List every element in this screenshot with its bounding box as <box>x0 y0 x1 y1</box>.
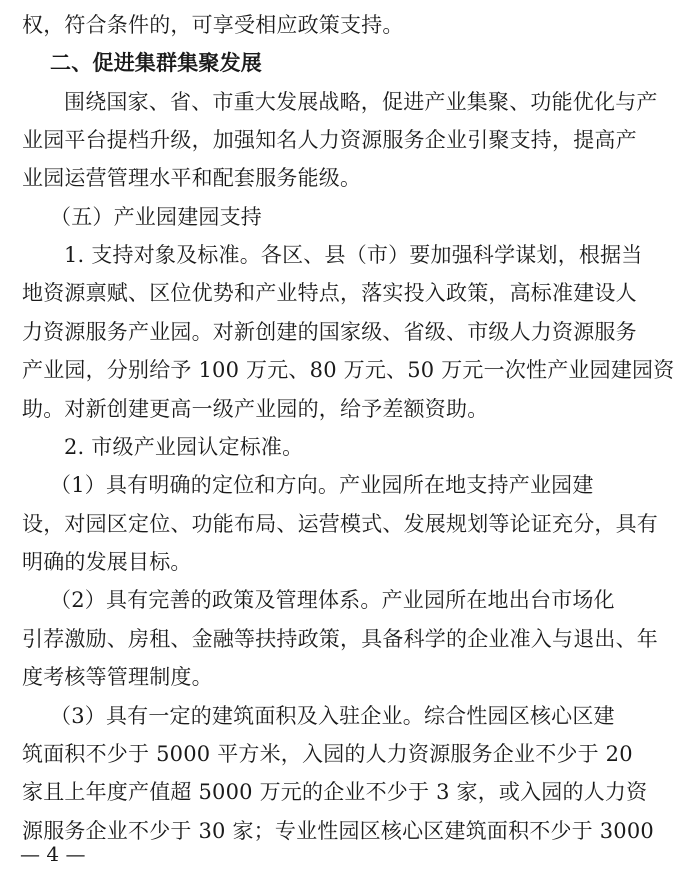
text-line-9: 力资源服务产业园。对新创建的国家级、省级、市级人力资源服务 <box>22 320 637 344</box>
text-line-7: 1. 支持对象及标准。各区、县（市）要加强科学谋划，根据当 <box>64 243 643 267</box>
text-line-4: 业园平台提档升级，加强知名人力资源服务企业引聚支持，提高产 <box>22 128 637 152</box>
text-line-15: 明确的发展目标。 <box>22 550 192 574</box>
text-line-17: 引荐激励、房租、金融等扶持政策，具备科学的企业准入与退出、年 <box>22 627 658 651</box>
text-line-14: 设，对园区定位、功能布局、运营模式、发展规划等论证充分，具有 <box>22 512 658 536</box>
section-heading: 二、促进集群集聚发展 <box>50 51 262 75</box>
text-line-11: 助。对新创建更高一级产业园的，给予差额资助。 <box>22 397 489 421</box>
text-line-1: 权，符合条件的，可享受相应政策支持。 <box>22 13 404 37</box>
text-line-22: 源服务企业不少于 30 家；专业性园区核心区建筑面积不少于 3000 <box>22 819 654 843</box>
text-line-19: （3）具有一定的建筑面积及入驻企业。综合性园区核心区建 <box>50 704 615 728</box>
text-line-13: （1）具有明确的定位和方向。产业园所在地支持产业园建 <box>50 473 594 497</box>
text-line-10: 产业园，分别给予 100 万元、80 万元、50 万元一次性产业园建园资 <box>22 358 674 382</box>
text-line-8: 地资源禀赋、区位优势和产业特点，落实投入政策，高标准建设人 <box>22 281 637 305</box>
subsection-heading: （五）产业园建园支持 <box>50 205 262 229</box>
text-line-12: 2. 市级产业园认定标准。 <box>64 435 304 459</box>
text-line-5: 业园运营管理水平和配套服务能级。 <box>22 166 362 190</box>
page-number: — 4 — <box>20 842 86 866</box>
text-line-3: 围绕国家、省、市重大发展战略，促进产业集聚、功能优化与产 <box>64 90 658 114</box>
text-line-20: 筑面积不少于 5000 平方米，入园的人力资源服务企业不少于 20 <box>22 742 633 766</box>
text-line-16: （2）具有完善的政策及管理体系。产业园所在地出台市场化 <box>50 588 615 612</box>
text-line-21: 家且上年度产值超 5000 万元的企业不少于 3 家，或入园的人力资 <box>22 780 648 804</box>
text-line-18: 度考核等管理制度。 <box>22 665 213 689</box>
